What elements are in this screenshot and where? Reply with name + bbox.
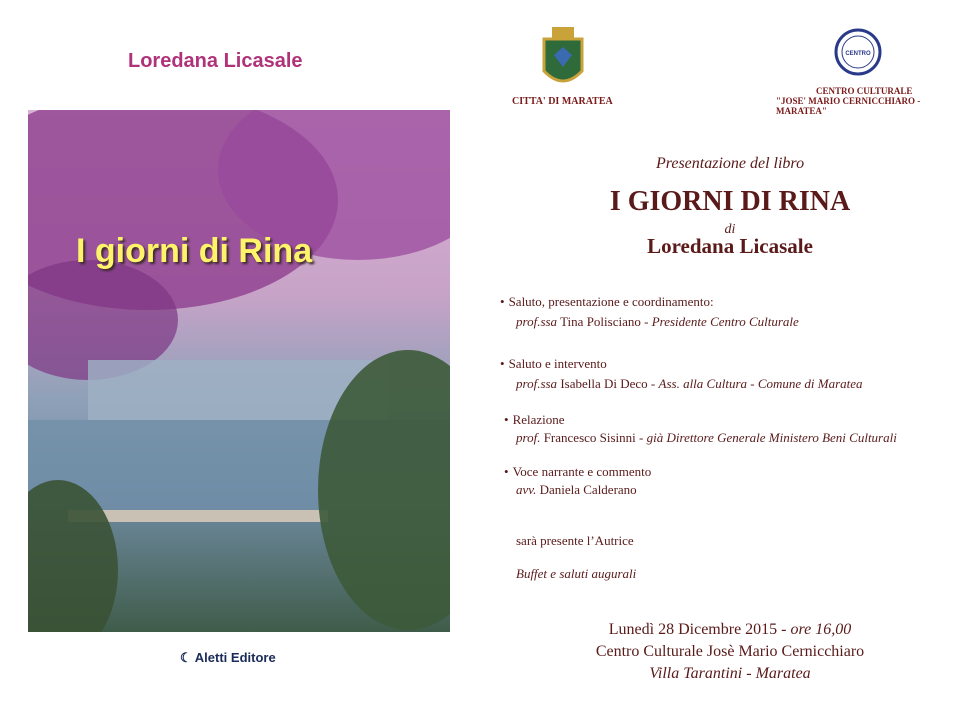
event-intro: Presentazione del libro bbox=[655, 155, 805, 172]
event-venue: Centro Culturale Josè Mario Cernicchiaro bbox=[595, 643, 865, 660]
book-cover bbox=[28, 110, 450, 632]
program-item: • Voce narrante e commento avv. Daniela Calderano bbox=[504, 464, 651, 498]
svg-text:CENTRO: CENTRO bbox=[845, 51, 871, 57]
centro-culturale-badge-icon bbox=[834, 28, 882, 76]
book-title: I GIORNI DI RINA bbox=[609, 186, 851, 217]
centro-label-line2: "JOSE' MARIO CERNICCHIARO - MARATEA" bbox=[776, 96, 921, 116]
event-place: Villa Tarantini - Maratea bbox=[649, 665, 811, 682]
author-presence: sarà presente l’Autrice bbox=[516, 533, 634, 548]
event-author: Loredana Licasale bbox=[647, 234, 813, 258]
city-label: CITTA' DI MARATEA bbox=[512, 96, 613, 107]
cover-title: I giorni di Rina bbox=[76, 232, 313, 270]
by-label: di bbox=[724, 222, 736, 237]
program-item: • Relazione prof. Francesco Sisinni - già Direttore Generale Ministero Beni Culturali bbox=[504, 412, 897, 446]
program-item: • Saluto, presentazione e coordinamento: prof.ssa Tina Polisciano - Presidente Centro Culturale bbox=[500, 294, 799, 330]
cover-author: Loredana Licasale bbox=[128, 50, 303, 72]
publisher-name: ☾ Aletti Editore bbox=[180, 650, 276, 665]
publisher-logo-icon: ☾ bbox=[180, 650, 192, 665]
buffet-note: Buffet e saluti augurali bbox=[516, 566, 637, 581]
event-datetime: Lunedì 28 Dicembre 2015 - ore 16,00 bbox=[608, 621, 852, 638]
program-item: • Saluto e intervento prof.ssa Isabella Di Deco - Ass. alla Cultura - Comune di Maratea bbox=[500, 356, 863, 392]
centro-label-line1: CENTRO CULTURALE bbox=[816, 86, 913, 96]
city-crest-icon bbox=[540, 25, 586, 93]
cover-illustration bbox=[28, 110, 450, 632]
